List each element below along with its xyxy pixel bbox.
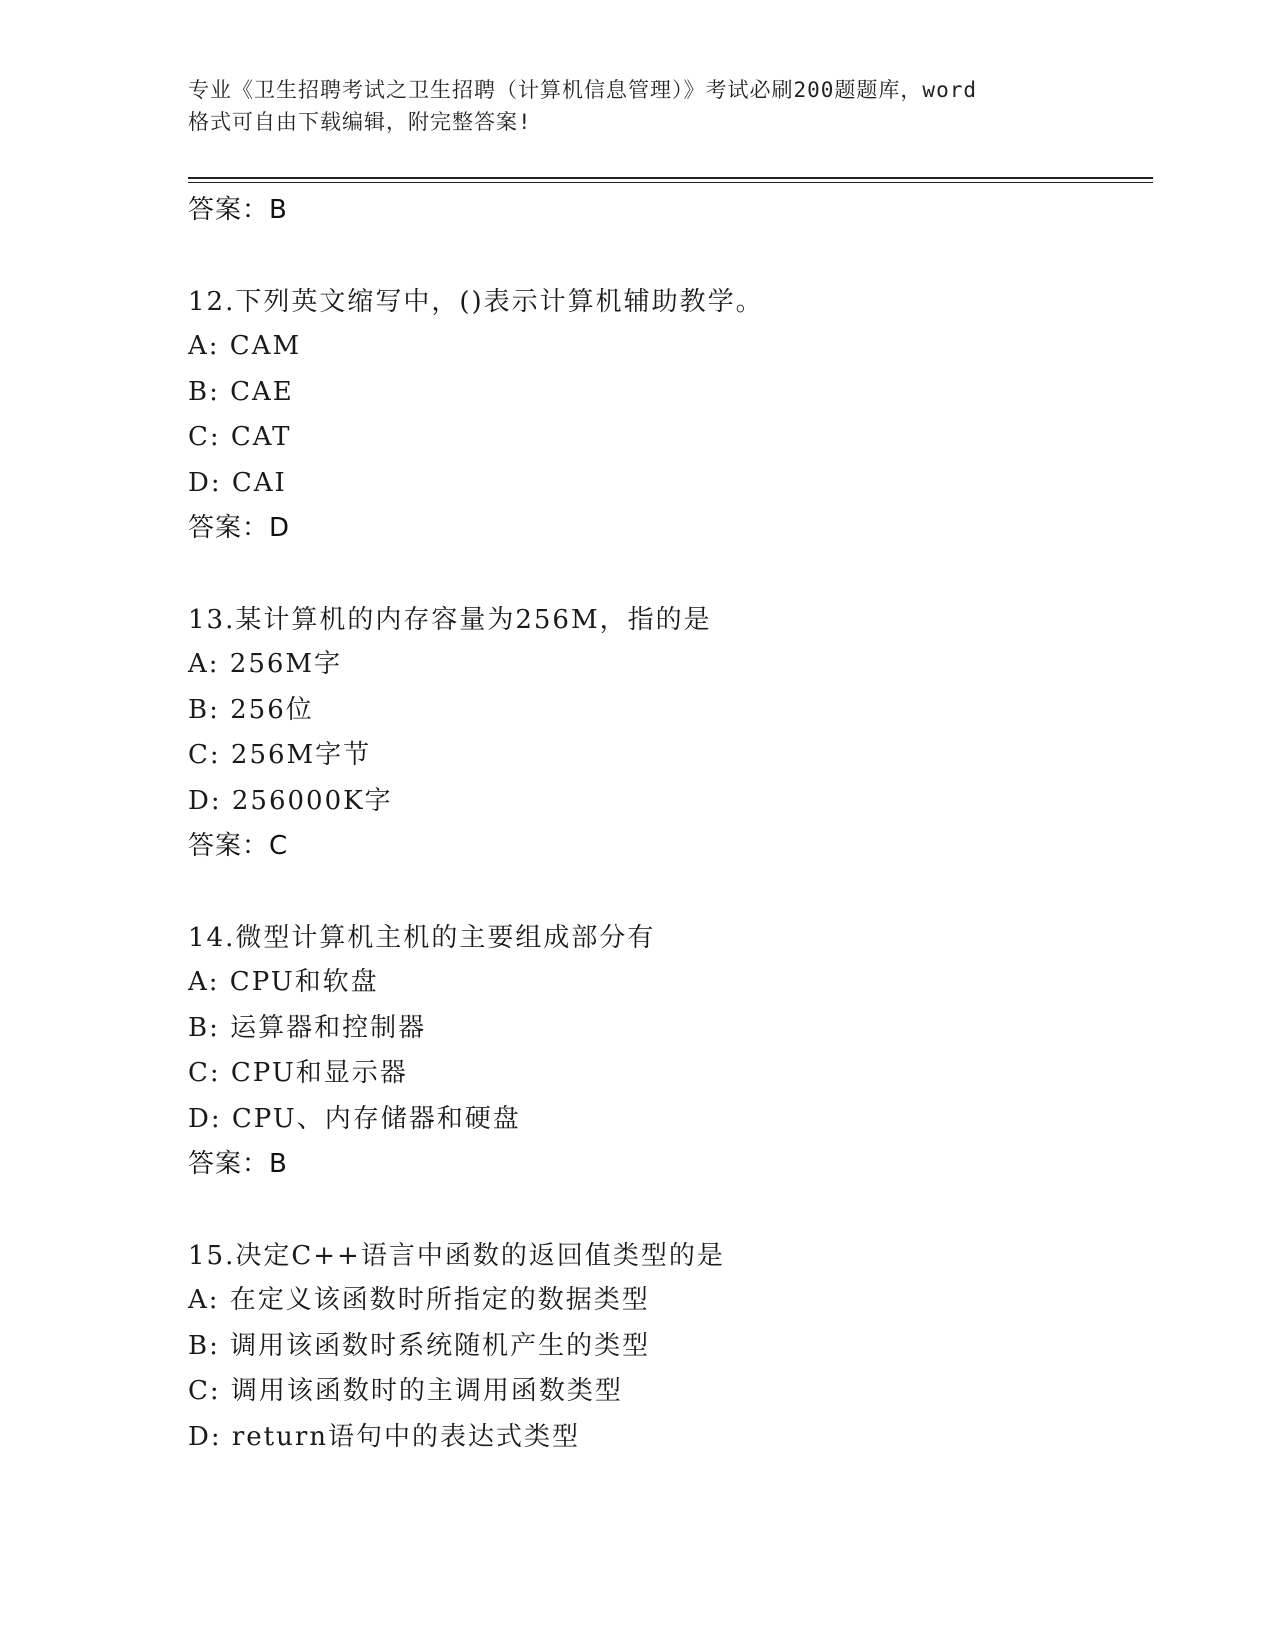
option-b: B: CAE (188, 376, 294, 407)
option-a: A: 256M字 (188, 649, 343, 679)
option-a: A: 在定义该函数时所指定的数据类型 (188, 1285, 650, 1315)
option-d: D: 256000K字 (188, 785, 393, 816)
option-b: B: 运算器和控制器 (188, 1012, 427, 1043)
answer-line: 答案：C (188, 831, 289, 861)
answer-line: 答案：B (188, 1149, 288, 1179)
option-b: B: 调用该函数时系统随机产生的类型 (188, 1330, 651, 1361)
option-a: A: CAM (188, 331, 302, 361)
header-divider-thin (188, 182, 1153, 183)
question-block (188, 1234, 1148, 1460)
option-c: C: 调用该函数时的主调用函数类型 (188, 1376, 623, 1406)
spacer (188, 1186, 1148, 1234)
option-c: C: CPU和显示器 (188, 1058, 408, 1088)
option-d: D: CAI (188, 467, 287, 498)
answer-line: 答案：B (188, 195, 288, 225)
question-block (188, 916, 1148, 1186)
spacer (188, 868, 1148, 916)
question-text: 12.下列英文缩写中，()表示计算机辅助教学。 (188, 287, 764, 317)
header-line-1: 专业《卫生招聘考试之卫生招聘（计算机信息管理）》考试必刷200题题库，word (188, 78, 977, 102)
question-block (188, 280, 1148, 550)
question-text: 14.微型计算机主机的主要组成部分有 (188, 923, 656, 953)
spacer (188, 550, 1148, 598)
question-block (188, 598, 1148, 868)
document-header (188, 74, 1088, 138)
header-divider-thick (188, 177, 1153, 179)
option-d: D: CPU、内存储器和硬盘 (188, 1103, 521, 1134)
option-a: A: CPU和软盘 (188, 967, 379, 997)
question-content (188, 188, 1148, 1460)
option-c: C: 256M字节 (188, 740, 372, 770)
option-b: B: 256位 (188, 694, 314, 725)
answer-line: 答案：D (188, 513, 291, 543)
question-text: 13.某计算机的内存容量为256M，指的是 (188, 605, 712, 635)
option-c: C: CAT (188, 422, 292, 452)
question-text: 15.决定C++语言中函数的返回值类型的是 (188, 1241, 725, 1271)
spacer (188, 232, 1148, 280)
option-d: D: return语句中的表达式类型 (188, 1421, 581, 1452)
header-line-2: 格式可自由下载编辑，附完整答案! (188, 110, 532, 134)
